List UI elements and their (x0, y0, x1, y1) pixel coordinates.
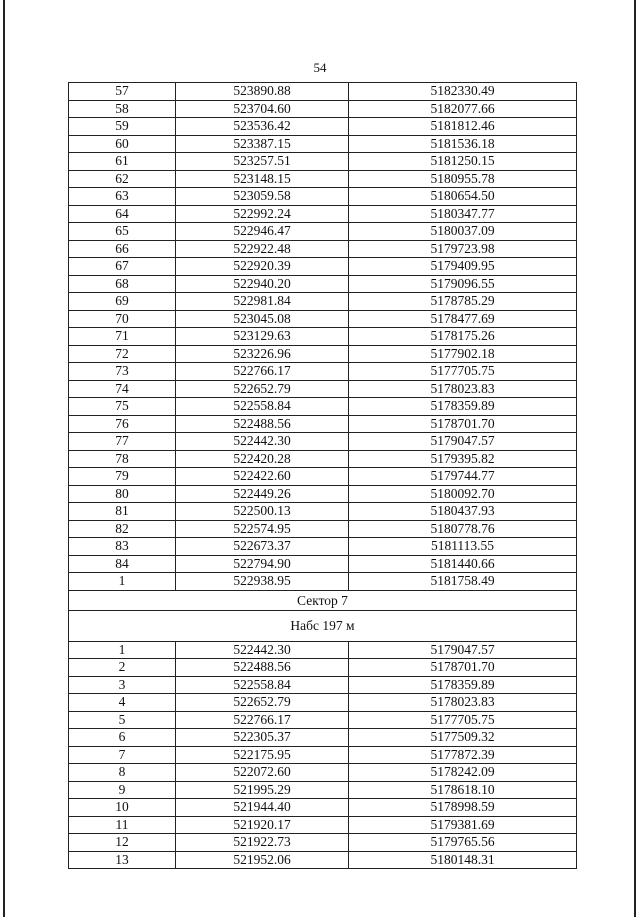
x-coordinate-cell: 521920.17 (176, 816, 349, 834)
point-number-cell: 60 (69, 135, 176, 153)
x-coordinate-cell: 522449.26 (176, 485, 349, 503)
x-coordinate-cell: 523129.63 (176, 328, 349, 346)
point-number-cell: 80 (69, 485, 176, 503)
table-row (69, 676, 577, 694)
y-coordinate-cell: 5179409.95 (349, 258, 577, 276)
y-coordinate-cell: 5179047.57 (349, 641, 577, 659)
y-coordinate-cell: 5178701.70 (349, 659, 577, 677)
y-coordinate-cell: 5181758.49 (349, 573, 577, 591)
table-row (69, 240, 577, 258)
y-coordinate-cell: 5178618.10 (349, 781, 577, 799)
point-number-cell: 82 (69, 520, 176, 538)
table-row (69, 415, 577, 433)
table-row (69, 694, 577, 712)
x-coordinate-cell: 522766.17 (176, 711, 349, 729)
y-coordinate-cell: 5180654.50 (349, 188, 577, 206)
x-coordinate-cell: 522938.95 (176, 573, 349, 591)
y-coordinate-cell: 5181113.55 (349, 538, 577, 556)
x-coordinate-cell: 522442.30 (176, 433, 349, 451)
y-coordinate-cell: 5180092.70 (349, 485, 577, 503)
y-coordinate-cell: 5177509.32 (349, 729, 577, 747)
point-number-cell: 5 (69, 711, 176, 729)
x-coordinate-cell: 523045.08 (176, 310, 349, 328)
point-number-cell: 69 (69, 293, 176, 311)
table-row (69, 764, 577, 782)
y-coordinate-cell: 5178477.69 (349, 310, 577, 328)
coordinates-table (68, 82, 577, 869)
scan-edge-right (634, 0, 636, 917)
point-number-cell: 59 (69, 118, 176, 136)
x-coordinate-cell: 522422.60 (176, 468, 349, 486)
x-coordinate-cell: 522574.95 (176, 520, 349, 538)
y-coordinate-cell: 5179096.55 (349, 275, 577, 293)
table-row (69, 293, 577, 311)
x-coordinate-cell: 521944.40 (176, 799, 349, 817)
x-coordinate-cell: 522072.60 (176, 764, 349, 782)
y-coordinate-cell: 5179395.82 (349, 450, 577, 468)
y-coordinate-cell: 5181250.15 (349, 153, 577, 171)
x-coordinate-cell: 522940.20 (176, 275, 349, 293)
y-coordinate-cell: 5178359.89 (349, 398, 577, 416)
x-coordinate-cell: 521952.06 (176, 851, 349, 869)
table-row (69, 659, 577, 677)
table-row (69, 188, 577, 206)
x-coordinate-cell: 522981.84 (176, 293, 349, 311)
y-coordinate-cell: 5181440.66 (349, 555, 577, 573)
point-number-cell: 1 (69, 641, 176, 659)
y-coordinate-cell: 5180037.09 (349, 223, 577, 241)
y-coordinate-cell: 5182330.49 (349, 83, 577, 101)
page-number: 54 (313, 60, 327, 75)
table-row (69, 711, 577, 729)
y-coordinate-cell: 5178023.83 (349, 380, 577, 398)
y-coordinate-cell: 5180778.76 (349, 520, 577, 538)
point-number-cell: 78 (69, 450, 176, 468)
x-coordinate-cell: 522488.56 (176, 415, 349, 433)
y-coordinate-cell: 5181536.18 (349, 135, 577, 153)
point-number-cell: 58 (69, 100, 176, 118)
x-coordinate-cell: 522420.28 (176, 450, 349, 468)
point-number-cell: 76 (69, 415, 176, 433)
y-coordinate-cell: 5178242.09 (349, 764, 577, 782)
table-row (69, 816, 577, 834)
point-number-cell: 7 (69, 746, 176, 764)
point-number-cell: 64 (69, 205, 176, 223)
point-number-cell: 79 (69, 468, 176, 486)
x-coordinate-cell: 523257.51 (176, 153, 349, 171)
x-coordinate-cell: 522488.56 (176, 659, 349, 677)
table-row (69, 555, 577, 573)
table-row (69, 433, 577, 451)
x-coordinate-cell: 522558.84 (176, 676, 349, 694)
table-row (69, 520, 577, 538)
point-number-cell: 62 (69, 170, 176, 188)
x-coordinate-cell: 522558.84 (176, 398, 349, 416)
y-coordinate-cell: 5178359.89 (349, 676, 577, 694)
x-coordinate-cell: 522673.37 (176, 538, 349, 556)
coordinates-table-bottom (69, 641, 577, 869)
point-number-cell: 71 (69, 328, 176, 346)
table-row (69, 170, 577, 188)
x-coordinate-cell: 521922.73 (176, 834, 349, 852)
table-row (69, 799, 577, 817)
point-number-cell: 6 (69, 729, 176, 747)
x-coordinate-cell: 523536.42 (176, 118, 349, 136)
point-number-cell: 73 (69, 363, 176, 381)
x-coordinate-cell: 522946.47 (176, 223, 349, 241)
table-row (69, 851, 577, 869)
point-number-cell: 81 (69, 503, 176, 521)
point-number-cell: 72 (69, 345, 176, 363)
x-coordinate-cell: 522922.48 (176, 240, 349, 258)
table-row (69, 153, 577, 171)
sector-header (69, 590, 577, 641)
point-number-cell: 75 (69, 398, 176, 416)
x-coordinate-cell: 522652.79 (176, 694, 349, 712)
table-row (69, 83, 577, 101)
sector-height-row (69, 610, 577, 641)
point-number-cell: 67 (69, 258, 176, 276)
x-coordinate-cell: 523387.15 (176, 135, 349, 153)
table-row (69, 275, 577, 293)
sector-height-label: Набс 197 м (69, 610, 577, 641)
scan-edge-left (3, 0, 5, 917)
point-number-cell: 11 (69, 816, 176, 834)
y-coordinate-cell: 5178023.83 (349, 694, 577, 712)
table-row (69, 746, 577, 764)
point-number-cell: 83 (69, 538, 176, 556)
y-coordinate-cell: 5179381.69 (349, 816, 577, 834)
x-coordinate-cell: 522992.24 (176, 205, 349, 223)
x-coordinate-cell: 522766.17 (176, 363, 349, 381)
table-row (69, 781, 577, 799)
x-coordinate-cell: 523890.88 (176, 83, 349, 101)
table-row (69, 205, 577, 223)
table-row (69, 118, 577, 136)
point-number-cell: 66 (69, 240, 176, 258)
point-number-cell: 12 (69, 834, 176, 852)
x-coordinate-cell: 522652.79 (176, 380, 349, 398)
x-coordinate-cell: 521995.29 (176, 781, 349, 799)
point-number-cell: 13 (69, 851, 176, 869)
y-coordinate-cell: 5180437.93 (349, 503, 577, 521)
y-coordinate-cell: 5178785.29 (349, 293, 577, 311)
y-coordinate-cell: 5178175.26 (349, 328, 577, 346)
y-coordinate-cell: 5179765.56 (349, 834, 577, 852)
point-number-cell: 68 (69, 275, 176, 293)
table-row (69, 135, 577, 153)
sector-title-row (69, 590, 577, 610)
point-number-cell: 57 (69, 83, 176, 101)
table-row (69, 100, 577, 118)
point-number-cell: 8 (69, 764, 176, 782)
y-coordinate-cell: 5178701.70 (349, 415, 577, 433)
y-coordinate-cell: 5179723.98 (349, 240, 577, 258)
table-row (69, 641, 577, 659)
y-coordinate-cell: 5180347.77 (349, 205, 577, 223)
x-coordinate-cell: 522500.13 (176, 503, 349, 521)
y-coordinate-cell: 5180148.31 (349, 851, 577, 869)
y-coordinate-cell: 5180955.78 (349, 170, 577, 188)
x-coordinate-cell: 523226.96 (176, 345, 349, 363)
point-number-cell: 4 (69, 694, 176, 712)
table-row (69, 573, 577, 591)
x-coordinate-cell: 522175.95 (176, 746, 349, 764)
point-number-cell: 84 (69, 555, 176, 573)
table-row (69, 468, 577, 486)
x-coordinate-cell: 522794.90 (176, 555, 349, 573)
table-row (69, 834, 577, 852)
point-number-cell: 61 (69, 153, 176, 171)
y-coordinate-cell: 5179047.57 (349, 433, 577, 451)
point-number-cell: 1 (69, 573, 176, 591)
table-row (69, 398, 577, 416)
y-coordinate-cell: 5177902.18 (349, 345, 577, 363)
table-row (69, 310, 577, 328)
coordinates-table-top (69, 83, 577, 591)
point-number-cell: 9 (69, 781, 176, 799)
x-coordinate-cell: 523704.60 (176, 100, 349, 118)
point-number-cell: 3 (69, 676, 176, 694)
x-coordinate-cell: 523148.15 (176, 170, 349, 188)
table-row (69, 345, 577, 363)
table-row (69, 485, 577, 503)
table-row (69, 380, 577, 398)
table-row (69, 538, 577, 556)
table-row (69, 503, 577, 521)
point-number-cell: 74 (69, 380, 176, 398)
table-row (69, 328, 577, 346)
x-coordinate-cell: 522305.37 (176, 729, 349, 747)
y-coordinate-cell: 5177705.75 (349, 363, 577, 381)
y-coordinate-cell: 5179744.77 (349, 468, 577, 486)
point-number-cell: 70 (69, 310, 176, 328)
y-coordinate-cell: 5178998.59 (349, 799, 577, 817)
point-number-cell: 10 (69, 799, 176, 817)
y-coordinate-cell: 5177872.39 (349, 746, 577, 764)
table-row (69, 450, 577, 468)
x-coordinate-cell: 522442.30 (176, 641, 349, 659)
y-coordinate-cell: 5181812.46 (349, 118, 577, 136)
table-row (69, 258, 577, 276)
point-number-cell: 2 (69, 659, 176, 677)
table-row (69, 729, 577, 747)
y-coordinate-cell: 5182077.66 (349, 100, 577, 118)
y-coordinate-cell: 5177705.75 (349, 711, 577, 729)
point-number-cell: 63 (69, 188, 176, 206)
x-coordinate-cell: 523059.58 (176, 188, 349, 206)
table-row (69, 363, 577, 381)
table-row (69, 223, 577, 241)
point-number-cell: 77 (69, 433, 176, 451)
sector-title: Сектор 7 (69, 590, 577, 610)
point-number-cell: 65 (69, 223, 176, 241)
x-coordinate-cell: 522920.39 (176, 258, 349, 276)
